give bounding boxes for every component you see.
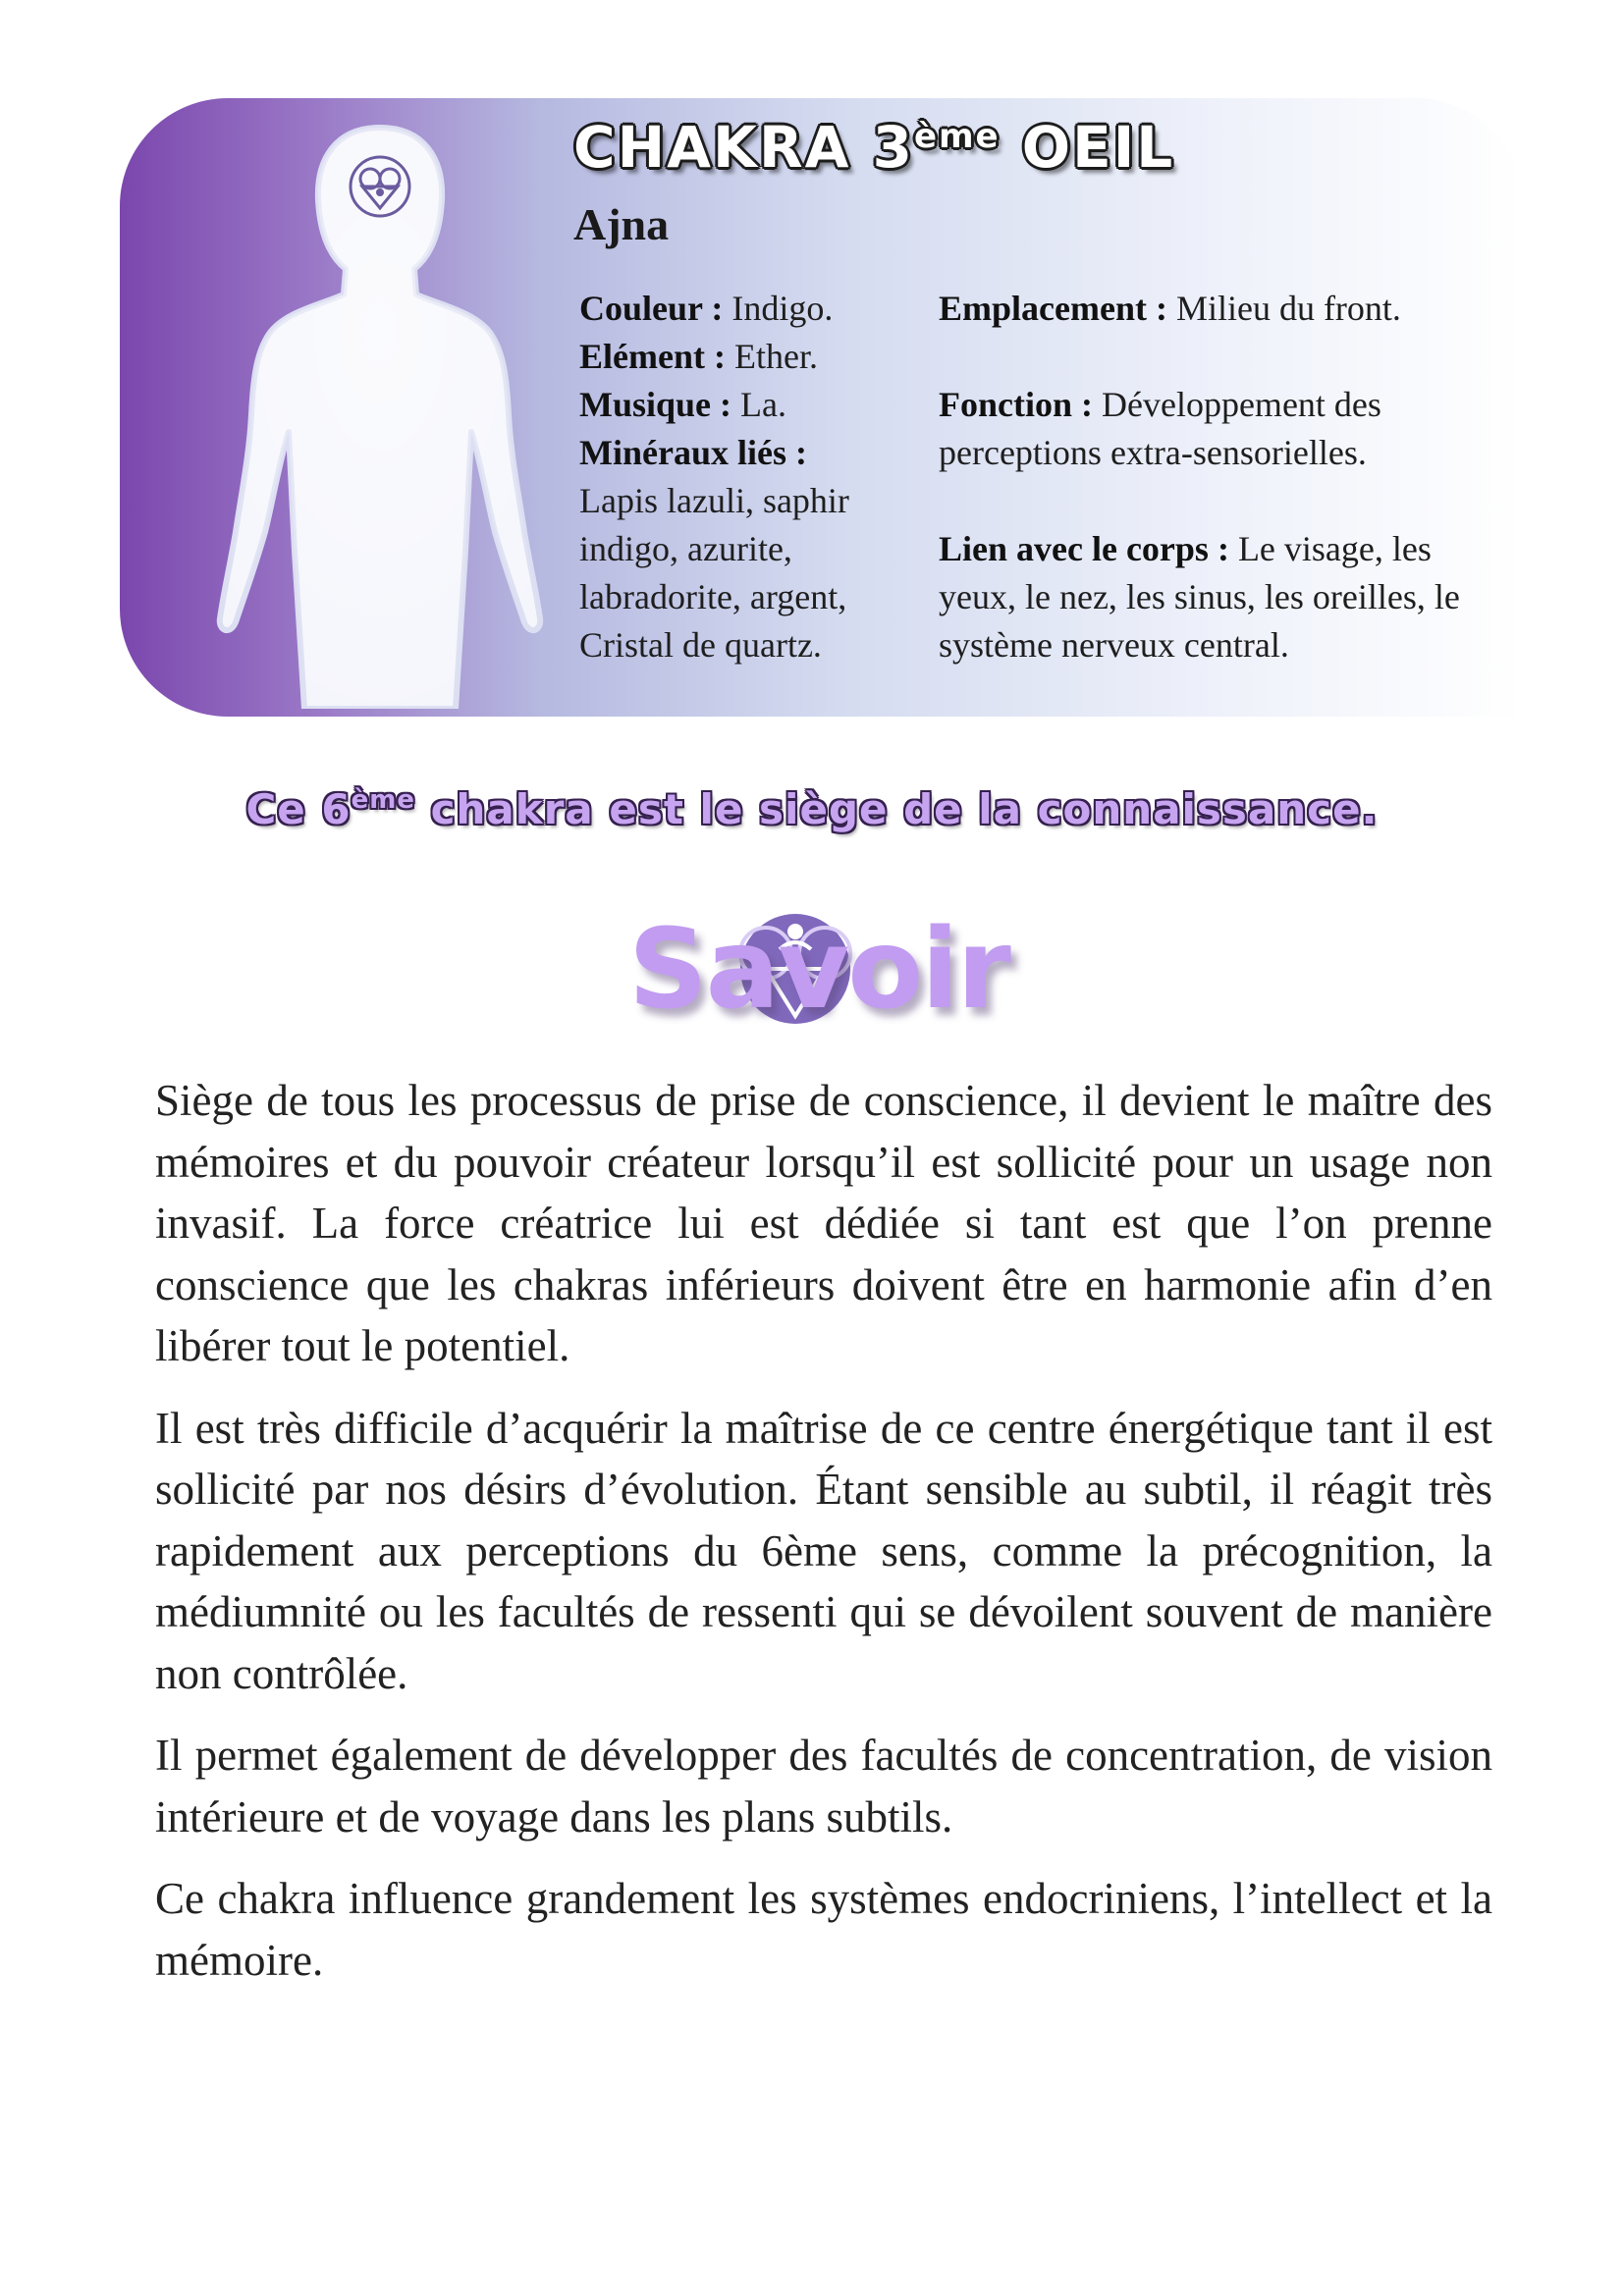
facts-column-left (579, 285, 903, 669)
fact-couleur: Couleur : Indigo. (579, 289, 834, 328)
fact-mineraux-value: Lapis lazuli, saphir indigo, azurite, labradorite, argent, Cristal de quartz. (579, 481, 849, 665)
paragraph-2: Il est très difficile d’acquérir la maîtrise de ce centre énergétique tant il est sollicité par nos désirs d’évolution. Étant sensible au subtil, il réagit très rapidement aux perceptions du 6ème sens, comme la précognition, la médiumnité ou les facultés de ressenti qui se dévoilent souvent de manière non contrôlée. (155, 1403, 1492, 1698)
fact-musique: Musique : La. (579, 385, 786, 424)
tagline: Ce 6ème chakra est le siège de la connaissance. (245, 785, 1379, 833)
human-silhouette (169, 120, 591, 709)
facts-column-right (939, 285, 1508, 669)
savoir-word: Savoir (628, 906, 1009, 1034)
body-text (155, 1070, 1492, 2011)
fact-fonction: Fonction : Développement des perceptions extra-sensorielles. (939, 385, 1381, 472)
paragraph-1: Siège de tous les processus de prise de conscience, il devient le maître des mémoires et du pouvoir créateur lorsqu’il est sollicité pour un usage non invasif. La force créatrice lui est dédiée si tant est que l’on prenne conscience que les chakras inférieurs doivent être en harmonie afin d’en libérer tout le potentiel. (155, 1076, 1492, 1370)
chakra-sanskrit-name: Ajna (573, 199, 670, 249)
paragraph-3: Il permet également de développer des facultés de concentration, de vision intérieure et de voyage dans les plans subtils. (155, 1731, 1492, 1842)
fact-lien-corps: Lien avec le corps : Le visage, les yeux, le nez, les sinus, les oreilles, le système nerveux central. (939, 529, 1460, 665)
paragraph-4: Ce chakra influence grandement les systèmes endocriniens, l’intellect et la mémoire. (155, 1874, 1492, 1985)
fact-element: Elément : Ether. (579, 337, 818, 376)
fact-emplacement: Emplacement : Milieu du front. (939, 289, 1401, 328)
page-title: CHAKRA 3ème OEIL (573, 114, 1175, 181)
fact-mineraux-label: Minéraux liés : (579, 433, 807, 472)
savoir-logo (619, 888, 1009, 1055)
